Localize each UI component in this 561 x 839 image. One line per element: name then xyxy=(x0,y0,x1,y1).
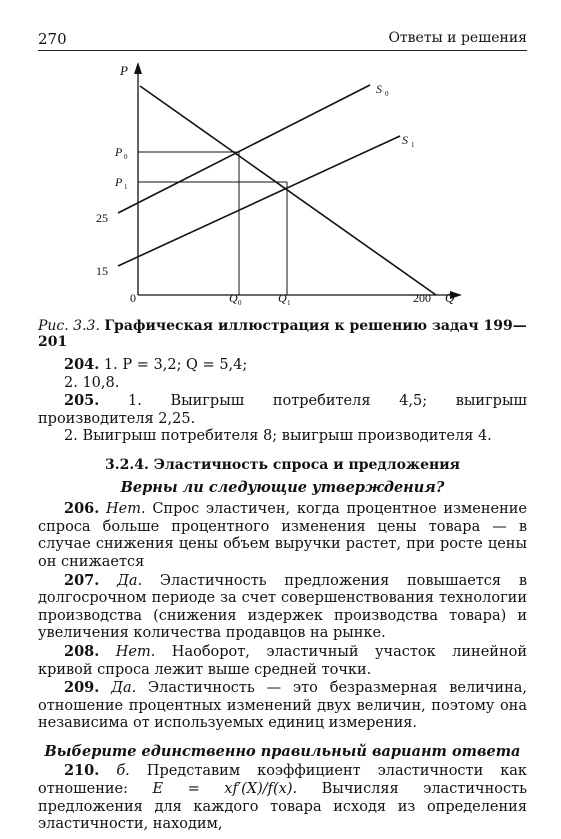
p1-sub: 1 xyxy=(124,183,128,191)
answers-block xyxy=(38,356,527,834)
answer-204-line1: 204. 1. P = 3,2; Q = 5,4; xyxy=(64,356,248,373)
item-207: 207. Да. Эластичность предложения повышается в долгосрочном периоде за счет совершенствования технологии производства (снижения издержек производства товара) и увеличения количества продавцов на рынке. xyxy=(38,571,528,642)
axis-y-label: P xyxy=(120,63,128,78)
p0-label: P xyxy=(115,145,123,159)
q0-sub: 0 xyxy=(238,299,242,307)
q1-label: Q xyxy=(278,291,287,305)
y15-label: 15 xyxy=(96,264,108,278)
s1-label: S xyxy=(402,133,408,147)
answer-205-line2: 2. Выигрыш потребителя 8; выигрыш производителя 4. xyxy=(64,428,492,445)
item-206: 206. Нет. Спрос эластичен, когда процентное изменение спроса больше процентного изменения цены товара — в случае снижения цены объем выручки растет, при росте цены он снижается xyxy=(38,500,527,570)
item-209: 209. Да. Эластичность — это безразмерная величина, отношение процентных изменений двух величин, поэтому она независима от используемых единиц измерения. xyxy=(38,679,527,732)
p0-sub: 0 xyxy=(124,153,128,161)
item-210: 210. б. Представим коэффициент эластичности как отношение: E = xf′(X)/f(x). Вычисляя эластичность предложения для каждого товара исходя из определения эластичности, находим, xyxy=(38,762,528,833)
caption-label: Рис. 3.3. xyxy=(38,318,100,334)
section-subtitle: Верны ли следующие утверждения? xyxy=(120,478,445,496)
figure-caption xyxy=(38,318,527,350)
choose-title: Выберите единственно правильный вариант ответа xyxy=(44,742,521,760)
answer-204-line2: 2. 10,8. xyxy=(64,374,120,391)
section-title: 3.2.4. Эластичность спроса и предложения xyxy=(105,456,460,473)
page-number: 270 xyxy=(38,30,67,48)
s1-sub: 1 xyxy=(411,141,415,149)
supply-demand-figure xyxy=(96,58,470,313)
running-head: Ответы и решения xyxy=(388,30,527,46)
axis-x-label: Q xyxy=(445,290,455,305)
demand-line xyxy=(140,86,436,295)
item-208: 208. Нет. Наоборот, эластичный участок линейной кривой спроса лежит выше средней точки. xyxy=(38,642,527,678)
s0-label: S xyxy=(376,82,382,96)
q1-sub: 1 xyxy=(287,299,291,307)
page-header xyxy=(38,30,527,51)
supply-line-s0 xyxy=(118,85,370,213)
supply-line-s1 xyxy=(118,136,400,266)
p1-label: P xyxy=(115,175,123,189)
s0-sub: 0 xyxy=(385,90,389,98)
y-axis-arrow xyxy=(134,62,142,74)
caption-text: Графическая иллюстрация к решению задач 199—201 xyxy=(38,318,527,350)
origin-label: 0 xyxy=(130,291,136,305)
y25-label: 25 xyxy=(96,211,108,225)
formula: E = xf′(X)/f(x). xyxy=(152,781,298,798)
answer-205-line1: 205. 1. Выигрыш потребителя 4,5; выигрыш производителя 2,25. xyxy=(38,392,527,427)
q0-label: Q xyxy=(229,291,238,305)
x200-label: 200 xyxy=(413,291,431,305)
